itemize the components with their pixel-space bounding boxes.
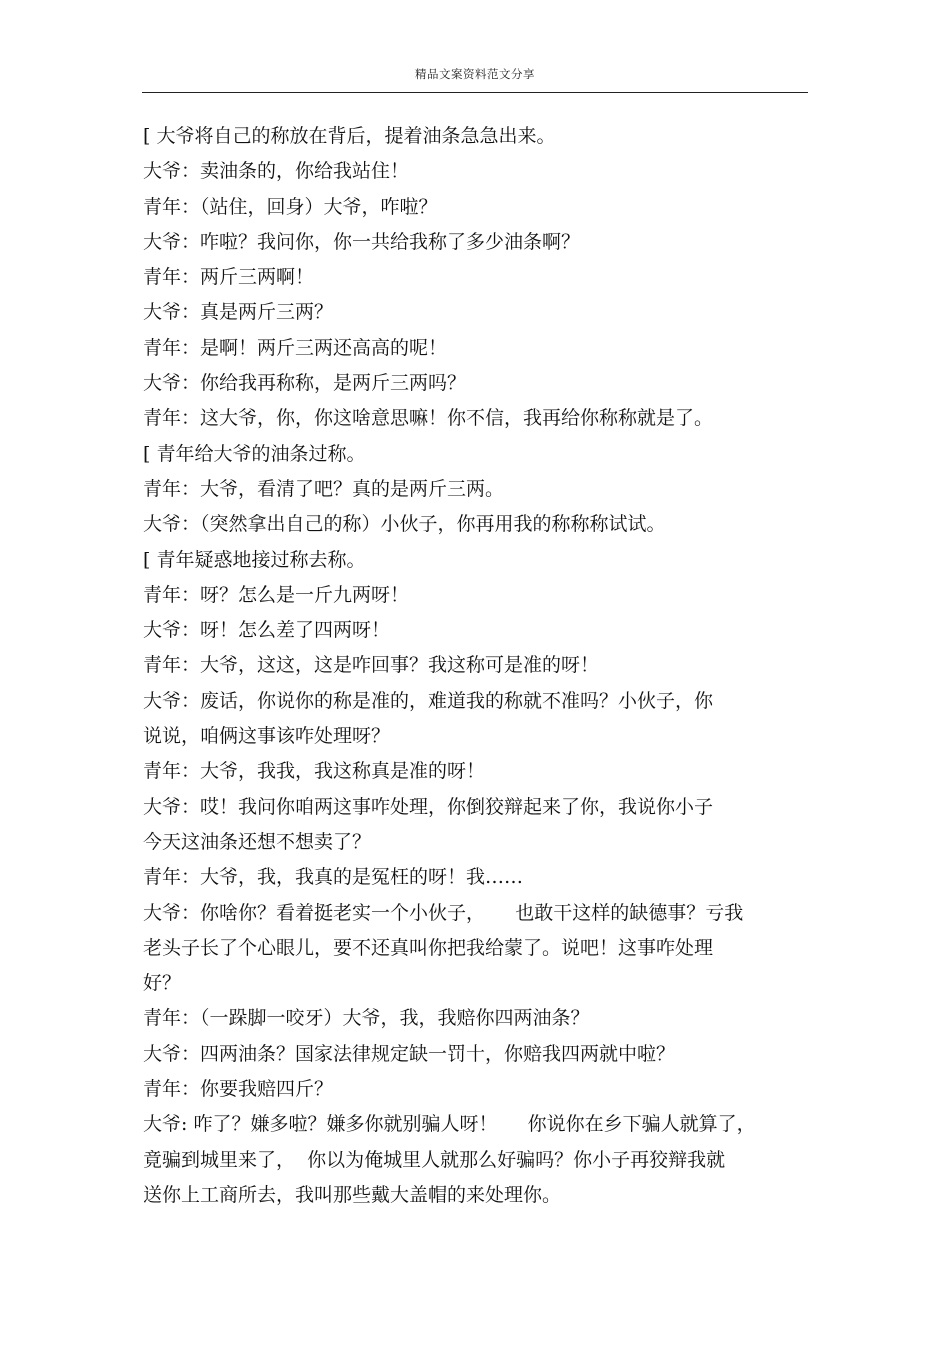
text-line: 青年：大爷，这这，这是咋回事？我这称可是准的呀！ xyxy=(143,654,600,677)
text-line: 送你上工商所去，我叫那些戴大盖帽的来处理你。 xyxy=(143,1183,562,1206)
document-body xyxy=(143,119,793,1213)
page-header xyxy=(142,62,808,93)
text-line: 青年：（一跺脚一咬牙）大爷，我，我赔你四两油条？ xyxy=(143,1007,590,1030)
text-line: 青年：（站住，回身）大爷，咋啦？ xyxy=(143,195,438,218)
text-line: 大爷：你给我再称称，是两斤三两吗？ xyxy=(143,372,467,395)
text-line: 大爷：真是两斤三两？ xyxy=(143,301,334,324)
text-line: [ 青年给大爷的油条过称。 xyxy=(143,442,366,465)
text-line: 大爷：四两油条？国家法律规定缺一罚十，你赔我四两就中啦？ xyxy=(143,1042,676,1065)
text-line: 大爷：你啥你？看着挺老实一个小伙子， 也敢干这样的缺德事？亏我 xyxy=(143,901,744,924)
text-line: 青年：大爷，我，我真的是冤枉的呀！我…… xyxy=(143,866,524,889)
text-line: 青年：呀？怎么是一斤九两呀！ xyxy=(143,583,410,606)
text-line: 青年：是啊！两斤三两还高高的呢！ xyxy=(143,336,448,359)
text-line: 大爷：咋啦？我问你，你一共给我称了多少油条啊？ xyxy=(143,230,581,253)
text-line: 今天这油条还想不想卖了？ xyxy=(143,830,372,853)
text-line: [ 青年疑惑地接过称去称。 xyxy=(143,548,366,571)
text-line: 大爷：卖油条的，你给我站住！ xyxy=(143,160,410,183)
text-line: 大爷：呀！怎么差了四两呀！ xyxy=(143,619,391,642)
text-line: 青年：两斤三两啊！ xyxy=(143,266,315,289)
text-line: 大爷：（突然拿出自己的称）小伙子，你再用我的称称称试试。 xyxy=(143,513,666,536)
text-line: 好？ xyxy=(143,972,182,995)
text-line: 青年：大爷，我我，我这称真是准的呀！ xyxy=(143,760,486,783)
text-line: 青年：这大爷，你，你这啥意思嘛！你不信，我再给你称称就是了。 xyxy=(143,407,714,430)
text-line: 青年：你要我赔四斤？ xyxy=(143,1078,334,1101)
text-line: 青年：大爷，看清了吧？真的是两斤三两。 xyxy=(143,477,505,500)
header-text: 精品文案资料范文分享 xyxy=(415,67,535,81)
text-line: 大爷：哎！我问你咱两这事咋处理，你倒狡辩起来了你，我说你小子 xyxy=(143,795,714,818)
text-line: 竟骗到城里来了， 你以为俺城里人就那么好骗吗？你小子再狡辩我就 xyxy=(143,1148,726,1171)
text-line: 老头子长了个心眼儿，要不还真叫你把我给蒙了。说吧！这事咋处理 xyxy=(143,936,714,959)
text-line: 说说，咱俩这事该咋处理呀？ xyxy=(143,725,391,748)
text-line: 大爷：废话，你说你的称是准的，难道我的称就不准吗？小伙子，你 xyxy=(143,689,714,712)
text-line: 大爷: 咋了？嫌多啦？嫌多你就别骗人呀！ 你说你在乡下骗人就算了， xyxy=(143,1113,756,1136)
text-line: [ 大爷将自己的称放在背后，提着油条急急出来。 xyxy=(143,125,556,147)
